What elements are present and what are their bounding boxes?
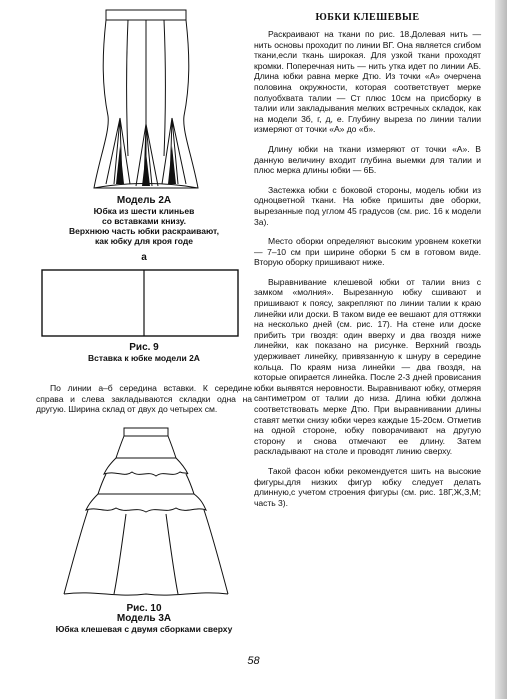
left-column	[36, 6, 252, 634]
paragraph-closure: Застежка юбки с боковой стороны, модель юбки из одноцветной ткани. На юбке пришиты две оборки, вырезанные под углом 45 градусов (см. рис. 16 к модели 3а).	[254, 184, 481, 227]
fig9-caption-text: Вставка к юбке модели 2А	[88, 353, 200, 363]
page-number: 58	[247, 655, 260, 667]
page-spine-edge	[495, 0, 507, 699]
model-2a-line: Юбка из шести клиньев	[93, 206, 195, 216]
paragraph-length: Длину юбки на ткани измеряют от точки «А». В данную величину входит глубина выемки для талии и плюс мерка длины юбки — 6Б.	[254, 143, 481, 176]
fig9-title: Рис. 9	[129, 342, 159, 353]
section-heading: ЮБКИ КЛЕШЕВЫЕ	[315, 12, 420, 23]
skirt-model-3a-illustration	[36, 424, 252, 602]
right-column	[254, 12, 481, 517]
paragraph-cutting: Раскраивают на ткани по рис. 18.Долевая нить — нить основы проходит по линии ВГ. Она является сгибом ткани,если ткань широкая. Для узкой ткани проходят кромки. Поперечная нить — нить утка идет по линии АБ. Длина юбки равна мерке Дтю. Из точки «А» очерчена половина окружности, которая соответствует мерке полуобхвата талии — Ст плюс 10см на присборку в талии или закладывания мелких встречных складок, как на модели 3б, г, д, е. Глубину выреза по линии талии измеряют от точки «А» до «б».	[254, 29, 481, 135]
fig10-caption	[36, 604, 252, 634]
model-2a-line: со вставками книзу.	[102, 216, 186, 226]
model-2a-caption	[36, 196, 252, 246]
model-2a-line: как юбку для кроя годе	[95, 236, 193, 246]
figure-letter-a: а	[141, 252, 147, 263]
fig10-caption-text: Юбка клешевая с двумя сборками сверху	[55, 623, 233, 634]
fig10-title: Рис. 10	[126, 602, 162, 614]
insert-fig9-diagram	[36, 269, 252, 337]
fig9-caption	[36, 343, 252, 363]
paragraph-recommendation: Такой фасон юбки рекомендуется шить на высокие фигуры,для низких фигур юбку следует делать длинную,с учетом строения фигуры (см. рис. 18Г,Ж,З,М; часть 3).	[254, 465, 481, 508]
insert-paragraph: По линии а–б середина вставки. К середине справа и слева закладываются складки одна на другую. Ширина склад от двух до четырех см.	[36, 383, 252, 415]
model-2a-line: Верхнюю часть юбки раскраивают,	[69, 226, 219, 236]
paragraph-leveling: Выравнивание клешевой юбки от талии вниз с замком «молния». Вырезанную юбку сшивают и пришивают к поясу, закрепляют по линии талии к краю линейки или доски. В таком виде ее вешают для оттяжки на несколько дней (см. рис. 17). На стене или доске прибить три гвоздя: один вверху и два гвоздя ниже линейки, как показано на рисунке. Верхний гвоздь удерживает линейку, привязанную к шнуру в середине кольца. По краям низа линейки — два гвоздя, на которые опирается линейка. После 2-3 дней провисания юбки выявятся неровности. Выравнивают юбку, отмеряя сантиметром от талии до низа. Длина юбки должна соответствовать мерке Дтю. При выравнивании длины ставят метки снизу юбки через каждые 15-20см. Отметив на одной стороне, юбку поворачивают на другую сторону и снова отмечают ее длину. Затем раскладывают на столе и проводят линию сверху.	[254, 276, 481, 457]
model-2a-title: Модель 2А	[116, 195, 172, 206]
fig10-model: Модель 3А	[116, 612, 172, 624]
paragraph-ruffle: Место оборки определяют высоким уровнем кокетки — 7–10 см при ширине оборки 5 см в готовом виде. Вторую оборку пришивают ниже.	[254, 236, 481, 268]
skirt-model-2a-illustration	[36, 6, 252, 194]
